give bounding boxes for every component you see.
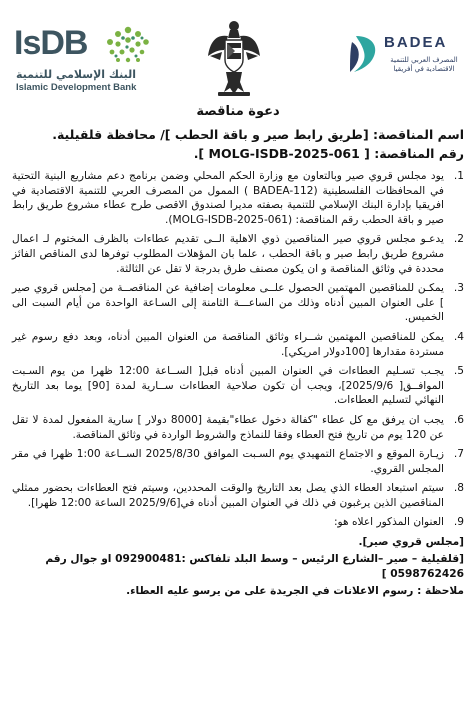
announcement-title: دعوة مناقصة bbox=[196, 104, 280, 119]
item-text: يمكن للمناقصين المهتمين شــراء وثائق المناقصة من العنوان المبين أدناه، وبعد دفع رسوم غير مستردة مقدارها [100دولار امريكي]. bbox=[12, 330, 444, 358]
item-number: 8. bbox=[453, 482, 464, 495]
isdb-logo-english-name: Islamic Development Bank bbox=[16, 82, 137, 93]
item-number: 1. bbox=[453, 170, 464, 182]
item-text: يمكـن للمناقصين المهتمين الحصول علــى معلومات إضافية عن المناقصــة من [مجلس قروي صير ] على العنوان المبين أدناه وذلك من الساعـــة الثامنة إلى السـاعة الواحدة من أيام السبت الى الخميس. bbox=[12, 282, 444, 324]
list-item bbox=[12, 481, 464, 510]
item-text: يود مجلس قروي صير وبالتعاون مع وزارة الحكم المحلي وضمن برنامج دعم مشاريع البنية التحتية في المحافظات الفلسطينية (BADEA-112 ) الممول من المصرف العربي للتنمية الاقتصادية في افريقيا بإدارة البنك الإسلامي للتنمية بصفته مديرا لصندوق الاقصى طرح عطاء مشروع طريق رابط صير و باقة الحطب رقم المناقصة: (MOLG-ISDB-2025-061). bbox=[12, 170, 444, 226]
list-item bbox=[12, 364, 464, 408]
list-item bbox=[12, 447, 464, 476]
item-number: 9. bbox=[453, 516, 464, 529]
list-item bbox=[12, 330, 464, 359]
announcement-body bbox=[12, 104, 464, 599]
badea-logo bbox=[348, 28, 463, 98]
list-item bbox=[12, 413, 464, 442]
item-text: يجب ان يرفق مع كل عطاء "كفالة دخول عطاء"بقيمة [8000 دولار ] سارية المفعول لمدة لا تقل عن 120 يوم من تاريخ فتح العطاء وفقا للنماذج والشروط الواردة في وثائق المناقصة. bbox=[12, 413, 444, 441]
list-item bbox=[12, 281, 464, 325]
palestinian-eagle-emblem-icon bbox=[206, 16, 262, 98]
item-number: 6. bbox=[453, 413, 464, 426]
list-item bbox=[12, 169, 464, 227]
isdb-logo-wordmark: IsDB bbox=[14, 24, 88, 62]
badea-logo-arabic-name: المصرف العربي للتنمية الاقتصادية في أفريقيا bbox=[390, 56, 458, 73]
tender-conditions-list bbox=[12, 169, 464, 530]
isdb-logo bbox=[14, 22, 164, 94]
badea-logo-wordmark: BADEA bbox=[384, 34, 448, 51]
item-number: 2. bbox=[453, 233, 464, 246]
address-detail: [قلقيلية – صير –الشارع الرئيس – وسط البلد تلفاكس :092900481 او جوال رقم 0598762426 ] bbox=[45, 553, 464, 581]
isdb-logo-arabic-name: البنك الإسلامي للتنمية bbox=[16, 68, 136, 81]
item-text: العنوان المذكور اعلاه هو: bbox=[333, 516, 444, 529]
list-item bbox=[12, 515, 464, 530]
tender-name: اسم المناقصة: [طريق رابط صير و باقة الحطب ]/ محافظة قلقيلية. bbox=[52, 127, 464, 142]
item-number: 3. bbox=[453, 282, 464, 295]
isdb-globe-icon bbox=[96, 22, 156, 70]
item-text: سيتم استبعاد العطاء الذي يصل بعد التاريخ والوقت المحددين، وسيتم فتح العطاءات بحضور ممثلي المناقصين الذين يرغبون في ذلك في العنوان المبين أدناه في[2025/9/6 الساعة 12:00 ظهرا]. bbox=[12, 482, 444, 509]
item-number: 5. bbox=[453, 365, 464, 378]
item-number: 7. bbox=[453, 448, 464, 461]
badea-mark-icon bbox=[348, 32, 382, 76]
item-text: يدعـو مجلس قروي صير المناقصين ذوي الاهلية الــى تقديم عطاءات بالظرف المختوم لـ اعمال مشروع طريق رابط صير و باقة الحطب ، علما بان المؤهلات المطلوب توفرها لدى المناقص الفائز محددة في وثائق المناقصة و ان يكون مصنف طرق بدرجة لا تقل عن الثالثة. bbox=[12, 233, 444, 275]
item-number: 4. bbox=[453, 330, 464, 343]
item-text: يجـب تسـليم العطاءات في العنوان المبين أدناه قبل[ الســاعة 12:00 ظهرا من يوم السـبت الموافــق[ 2025/9/6]، ويجب أن تكون صلاحية العطاءات ســارية لمدة [90] يوما بعد التاريخ النهائي لتسليم العطاءات. bbox=[12, 365, 444, 407]
advertising-fees-note: ملاحظة : رسوم الاعلانات في الجريدة على من يرسو عليه العطاء. bbox=[126, 585, 464, 598]
address-name: [مجلس قروي صير]. bbox=[358, 536, 464, 549]
list-item bbox=[12, 232, 464, 276]
item-text: زيـارة الموقع و الاجتماع التمهيدي يوم السـبت الموافق 2025/8/30 الســاعة 1:00 ظهرا في مقر المجلس القروي. bbox=[12, 448, 445, 475]
tender-number: رقم المناقصة: [ MOLG-ISDB-2025-061 ]. bbox=[193, 146, 464, 161]
